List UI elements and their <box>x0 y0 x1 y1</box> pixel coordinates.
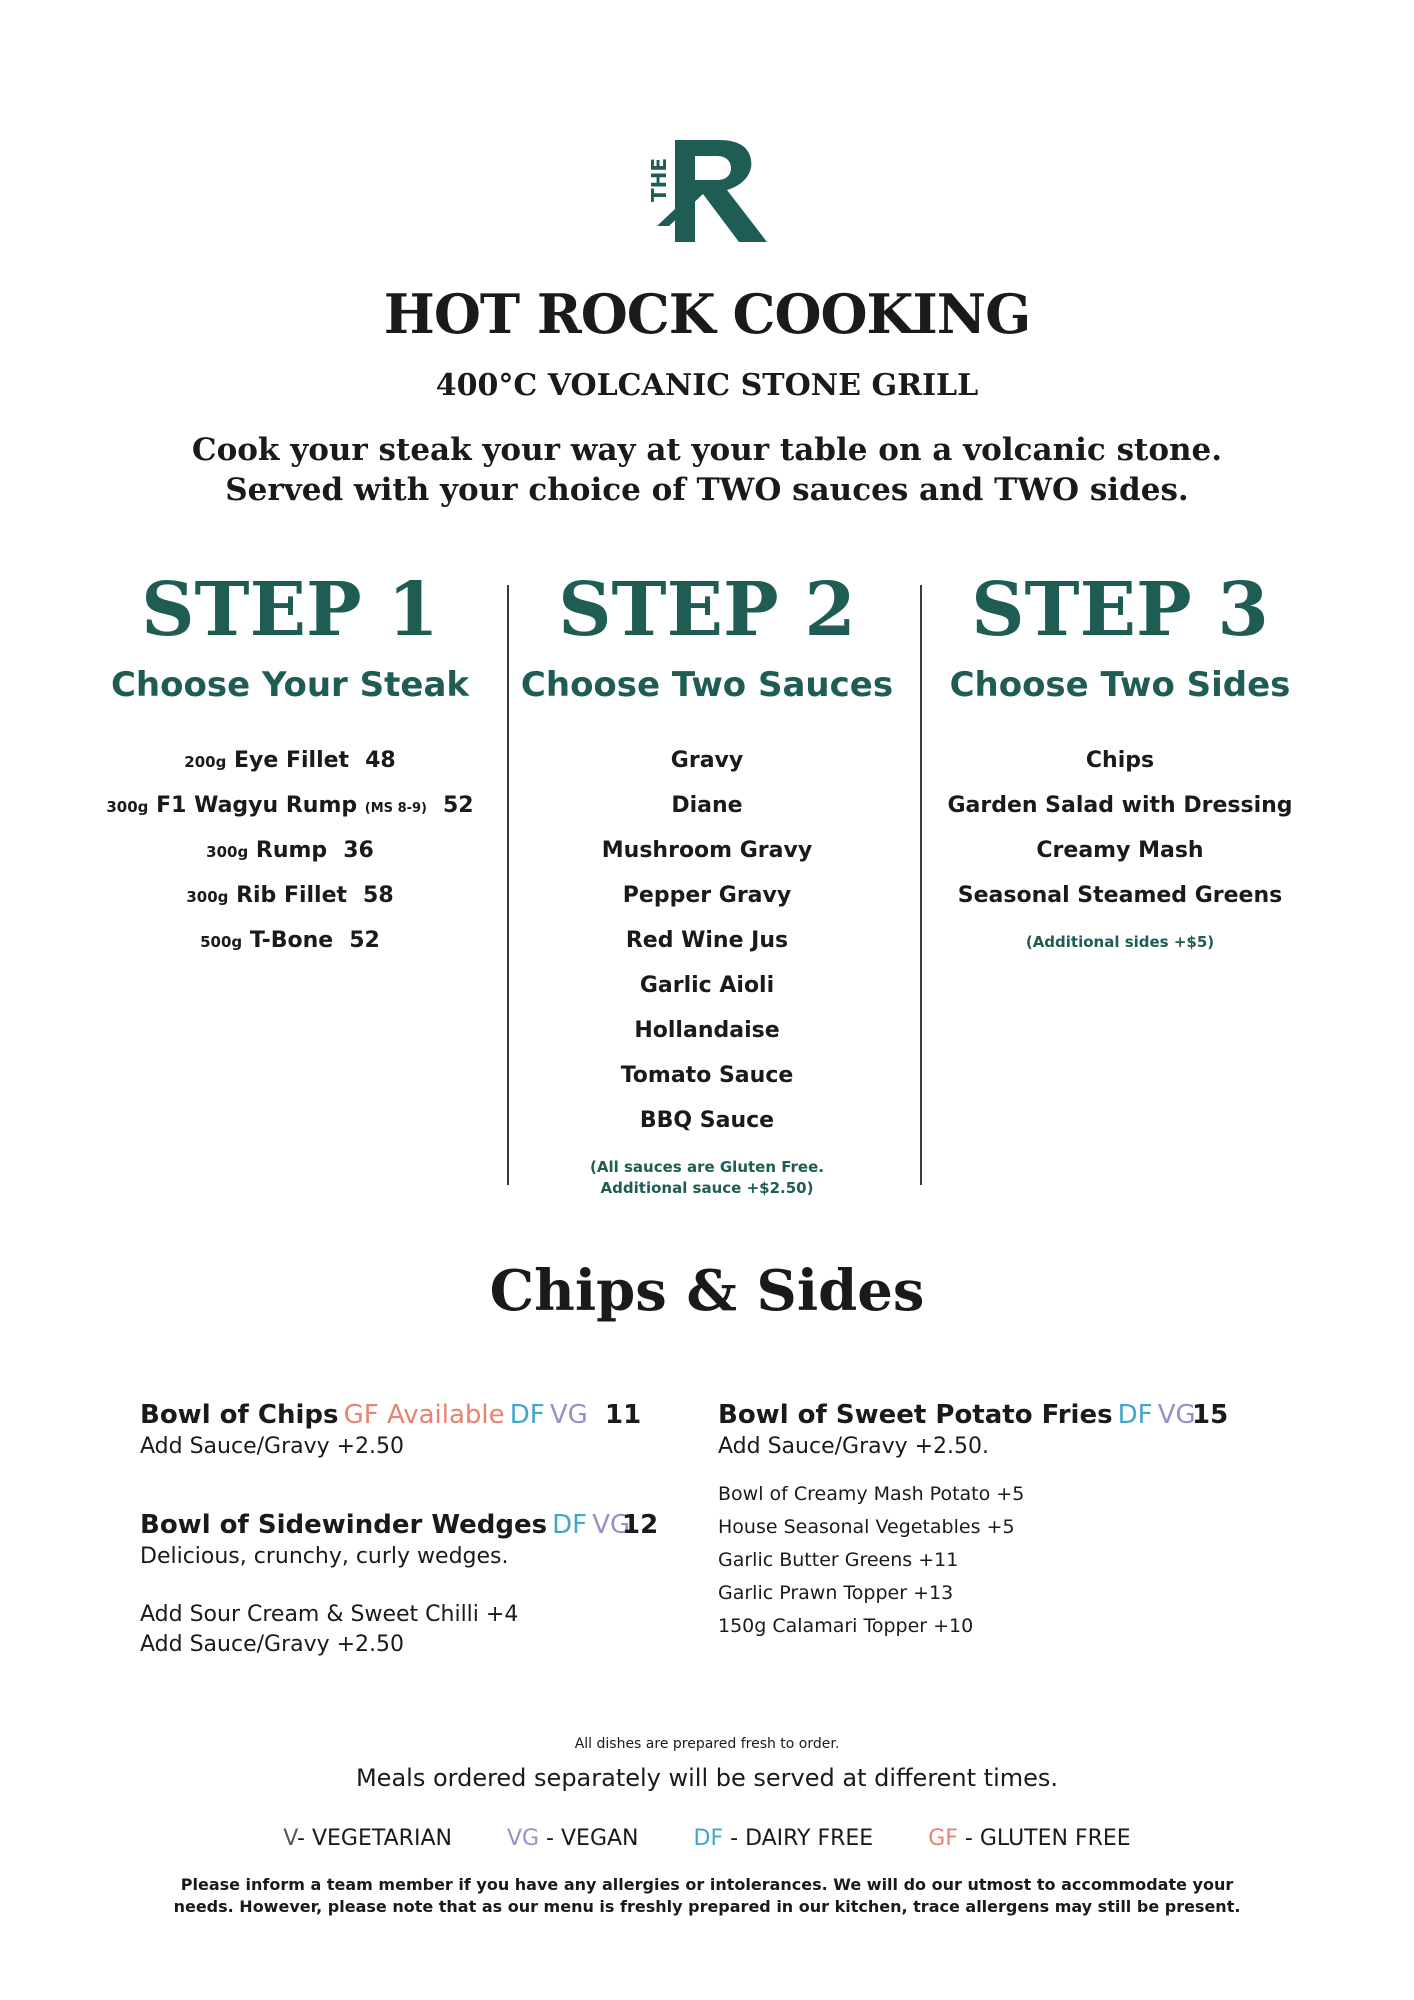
sauce-item: Pepper Gravy <box>622 883 792 908</box>
step1-column <box>90 567 490 963</box>
wedges-desc: Delicious, crunchy, curly wedges. <box>140 1544 509 1569</box>
sauce-item: Gravy <box>670 748 744 773</box>
step3-heading: Choose Two Sides <box>949 665 1291 705</box>
steak-item: 500g T-Bone 52 <box>200 928 380 953</box>
legend-vegetarian: V- VEGETARIAN <box>283 1826 452 1851</box>
logo-text: THE <box>647 157 671 202</box>
page-subtitle: 400°C VOLCANIC STONE GRILL <box>435 368 979 403</box>
legend-vegan: VG - VEGAN <box>506 1826 639 1851</box>
steak-item: 300g F1 Wagyu Rump (MS 8-9) 52 <box>106 793 474 818</box>
side-option: Garden Salad with Dressing <box>947 793 1293 818</box>
restaurant-logo <box>647 130 769 242</box>
sauce-item: Diane <box>671 793 743 818</box>
step1-label: STEP 1 <box>141 567 439 653</box>
fresh-note: All dishes are prepared fresh to order. <box>574 1736 840 1752</box>
sauce-item: Hollandaise <box>634 1018 780 1043</box>
step3-column <box>920 567 1320 953</box>
extra-item: Garlic Prawn Topper +13 <box>718 1582 954 1604</box>
sauce-item: Garlic Aioli <box>639 973 775 998</box>
steak-item: 300g Rib Fillet 58 <box>186 883 394 908</box>
extra-item: 150g Calamari Topper +10 <box>718 1615 974 1637</box>
page-title: HOT ROCK COOKING <box>383 282 1031 346</box>
sauce-item: Tomato Sauce <box>620 1063 794 1088</box>
legend-dairy-free: DF - DAIRY FREE <box>693 1826 874 1851</box>
side-option: Creamy Mash <box>1036 838 1204 863</box>
sauce-item: BBQ Sauce <box>639 1108 775 1133</box>
step2-column <box>507 567 907 1199</box>
side-option: Seasonal Steamed Greens <box>957 883 1283 908</box>
separate-note: Meals ordered separately will be served at different times. <box>355 1764 1059 1792</box>
extra-item: House Seasonal Vegetables +5 <box>718 1516 1015 1538</box>
dietary-legend <box>0 1826 1414 1851</box>
sweet-potato-desc: Add Sauce/Gravy +2.50. <box>718 1434 990 1459</box>
legend-gluten-free: GF - GLUTEN FREE <box>928 1826 1131 1851</box>
sides-note: (Additional sides +$5) <box>1025 933 1215 951</box>
side-option: Chips <box>1085 748 1155 773</box>
allergy-note: Please inform a team member if you have any allergies or intolerances. We will do our utmost to accommodate your needs. However, please note that as our menu is freshly prepared in our kitchen, trace allergens may still be present. <box>173 1875 1241 1916</box>
extras-list <box>718 1478 1024 1643</box>
chips-sides-title: Chips & Sides <box>489 1258 925 1324</box>
sauce-item: Red Wine Jus <box>625 928 789 953</box>
step3-label: STEP 3 <box>971 567 1269 653</box>
bowl-of-wedges: Bowl of Sidewinder Wedges DF VG 12 <box>140 1510 659 1540</box>
step2-label: STEP 2 <box>558 567 856 653</box>
wedges-add-sauce: Add Sauce/Gravy +2.50 <box>140 1632 405 1657</box>
bowl-of-sweet-potato-fries: Bowl of Sweet Potato Fries DF VG 15 <box>718 1400 1229 1430</box>
step1-heading: Choose Your Steak <box>110 665 470 705</box>
bowl-of-chips: Bowl of Chips GF Available DF VG 11 <box>140 1400 642 1430</box>
steak-item: 300g Rump 36 <box>206 838 374 863</box>
extra-item: Garlic Butter Greens +11 <box>718 1549 959 1571</box>
sauce-item: Mushroom Gravy <box>601 838 813 863</box>
intro-line-2: Served with your choice of TWO sauces and TWO sides. <box>225 472 1189 508</box>
step2-heading: Choose Two Sauces <box>520 665 894 705</box>
wedges-add-sour-cream: Add Sour Cream & Sweet Chilli +4 <box>140 1602 519 1627</box>
sauces-note: (All sauces are Gluten Free. Additional sauce +$2.50) <box>590 1158 824 1197</box>
extra-item: Bowl of Creamy Mash Potato +5 <box>718 1483 1025 1505</box>
bowl-of-chips-desc: Add Sauce/Gravy +2.50 <box>140 1434 405 1459</box>
intro-text <box>0 430 1414 510</box>
intro-line-1: Cook your steak your way at your table on a volcanic stone. <box>191 432 1223 468</box>
steak-item: 200g Eye Fillet 48 <box>184 748 396 773</box>
